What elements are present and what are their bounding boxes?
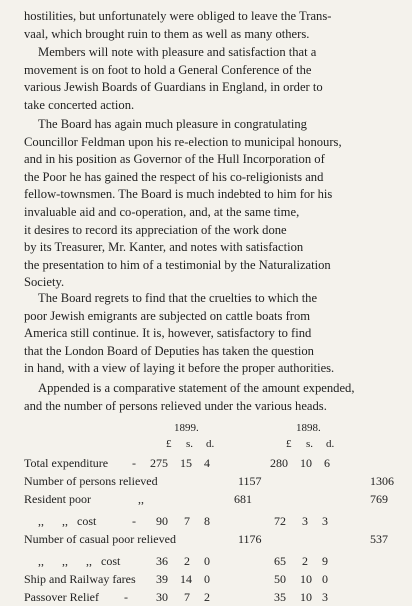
text-line: Society. <box>24 275 65 290</box>
paragraph-feldman <box>24 116 376 292</box>
text-line: it desires to record its appreciation of the work done <box>24 222 287 237</box>
cell-1898-shillings: 2 <box>302 554 308 568</box>
count-1898: 1306 <box>370 474 394 488</box>
table-row <box>24 532 404 548</box>
text-line: The Board has again much pleasure in congratulating <box>38 117 307 131</box>
text-line: movement is on foot to hold a General Conference of the <box>24 62 312 77</box>
cell-1898-shillings: 10 <box>300 572 312 586</box>
text-line: in hand, with a view of laying it before the proper authorities. <box>24 361 335 376</box>
text-line: by its Treasurer, Mr. Kanter, and notes with satisfaction <box>24 240 304 255</box>
table-year-header <box>24 422 404 438</box>
cell-1899-shillings: 15 <box>180 456 192 470</box>
cell-1899-pence: 2 <box>204 590 210 604</box>
table-row <box>24 514 404 530</box>
text-line: Councillor Feldman upon his re-election to municipal honours, <box>24 134 342 149</box>
text-line: vaal, which brought ruin to them as well as many others. <box>24 26 310 41</box>
pence-header: d. <box>326 438 335 450</box>
cell-1898-shillings: 3 <box>302 514 308 528</box>
cell-1898-pence: 0 <box>322 572 328 586</box>
text-line: the presentation to him of a testimonial by the Naturalization <box>24 257 331 272</box>
row-label: Resident poor <box>24 492 91 506</box>
cell-1899-pounds: 36 <box>156 554 168 568</box>
cell-1898-shillings: 10 <box>300 590 312 604</box>
count-1899: 681 <box>234 492 252 506</box>
text-line: various Jewish Boards of Guardians in England, in order to <box>24 80 323 95</box>
text-line: take concerted action. <box>24 97 135 112</box>
count-1898: 769 <box>370 492 388 506</box>
text-line: the Poor he has gained the respect of his co-religionists and <box>24 169 324 184</box>
row-label: Passover Relief <box>24 590 99 604</box>
text-line: Members will note with pleasure and satisfaction that a <box>38 45 317 59</box>
cell-1898-pence: 3 <box>322 514 328 528</box>
row-label: Total expenditure <box>24 456 109 470</box>
table-row <box>24 492 404 508</box>
table-row <box>24 554 404 570</box>
count-1899: 1176 <box>238 532 262 546</box>
row-mark: - <box>132 456 136 470</box>
text-line: poor Jewish emigrants are subjected on cattle boats from <box>24 308 311 323</box>
year-1898: 1898. <box>296 422 321 434</box>
count-1899: 1157 <box>238 474 262 488</box>
text-line: Appended is a comparative statement of the amount expended, <box>38 381 355 395</box>
cell-1899-shillings: 14 <box>180 572 192 586</box>
row-mark: - <box>124 590 128 604</box>
cell-1898-pounds: 35 <box>274 590 286 604</box>
table-row <box>24 456 404 472</box>
paragraph-appended <box>24 380 376 415</box>
shillings-header: s. <box>306 438 314 450</box>
text-line: fellow-townsmen. The Board is much indebted to him for his <box>24 187 333 202</box>
cell-1899-pounds: 90 <box>156 514 168 528</box>
table-row <box>24 474 404 490</box>
text-line: and in his position as Governor of the Hull Incorporation of <box>24 152 325 167</box>
paragraph-conference <box>24 44 376 114</box>
cell-1899-pence: 8 <box>204 514 210 528</box>
row-label: ,, ,, ,, cost <box>38 554 121 568</box>
table-money-header <box>24 438 404 454</box>
row-label: Ship and Railway fares <box>24 572 136 586</box>
cell-1898-pounds: 65 <box>274 554 286 568</box>
row-mark: ,, <box>138 492 144 506</box>
cell-1899-shillings: 7 <box>184 514 190 528</box>
count-1898: 537 <box>370 532 388 546</box>
text-line: and the number of persons relieved under the various heads. <box>24 398 327 413</box>
cell-1899-pence: 0 <box>204 572 210 586</box>
text-line: America still continue. It is, however, satisfactory to find <box>24 326 312 341</box>
text-line: hostilities, but unfortunately were obliged to leave the Trans- <box>24 9 332 23</box>
text-line: invaluable aid and co-operation, and, at the same time, <box>24 204 300 219</box>
cell-1899-pence: 0 <box>204 554 210 568</box>
cell-1898-pence: 9 <box>322 554 328 568</box>
table-row <box>24 572 404 588</box>
text-line: that the London Board of Deputies has taken the question <box>24 343 314 358</box>
cell-1899-shillings: 7 <box>184 590 190 604</box>
row-label: ,, ,, cost <box>38 514 97 528</box>
cell-1898-pounds: 72 <box>274 514 286 528</box>
shillings-header: s. <box>186 438 194 450</box>
row-mark: - <box>132 514 136 528</box>
text-line: The Board regrets to find that the cruelties to which the <box>38 291 318 305</box>
pounds-header: £ <box>166 438 172 450</box>
cell-1898-pence: 3 <box>322 590 328 604</box>
table-row <box>24 590 404 606</box>
paragraph-transvaal <box>24 8 376 43</box>
cell-1899-pounds: 275 <box>150 456 168 470</box>
cell-1898-shillings: 10 <box>300 456 312 470</box>
paragraph-emigrants <box>24 290 376 378</box>
cell-1898-pence: 6 <box>324 456 330 470</box>
cell-1899-pence: 4 <box>204 456 210 470</box>
cell-1899-pounds: 30 <box>156 590 168 604</box>
cell-1899-shillings: 2 <box>184 554 190 568</box>
cell-1898-pounds: 50 <box>274 572 286 586</box>
row-label: Number of persons relieved <box>24 474 158 488</box>
pence-header: d. <box>206 438 215 450</box>
cell-1898-pounds: 280 <box>270 456 288 470</box>
pounds-header: £ <box>286 438 292 450</box>
year-1899: 1899. <box>174 422 199 434</box>
row-label: Number of casual poor relieved <box>24 532 176 546</box>
cell-1899-pounds: 39 <box>156 572 168 586</box>
